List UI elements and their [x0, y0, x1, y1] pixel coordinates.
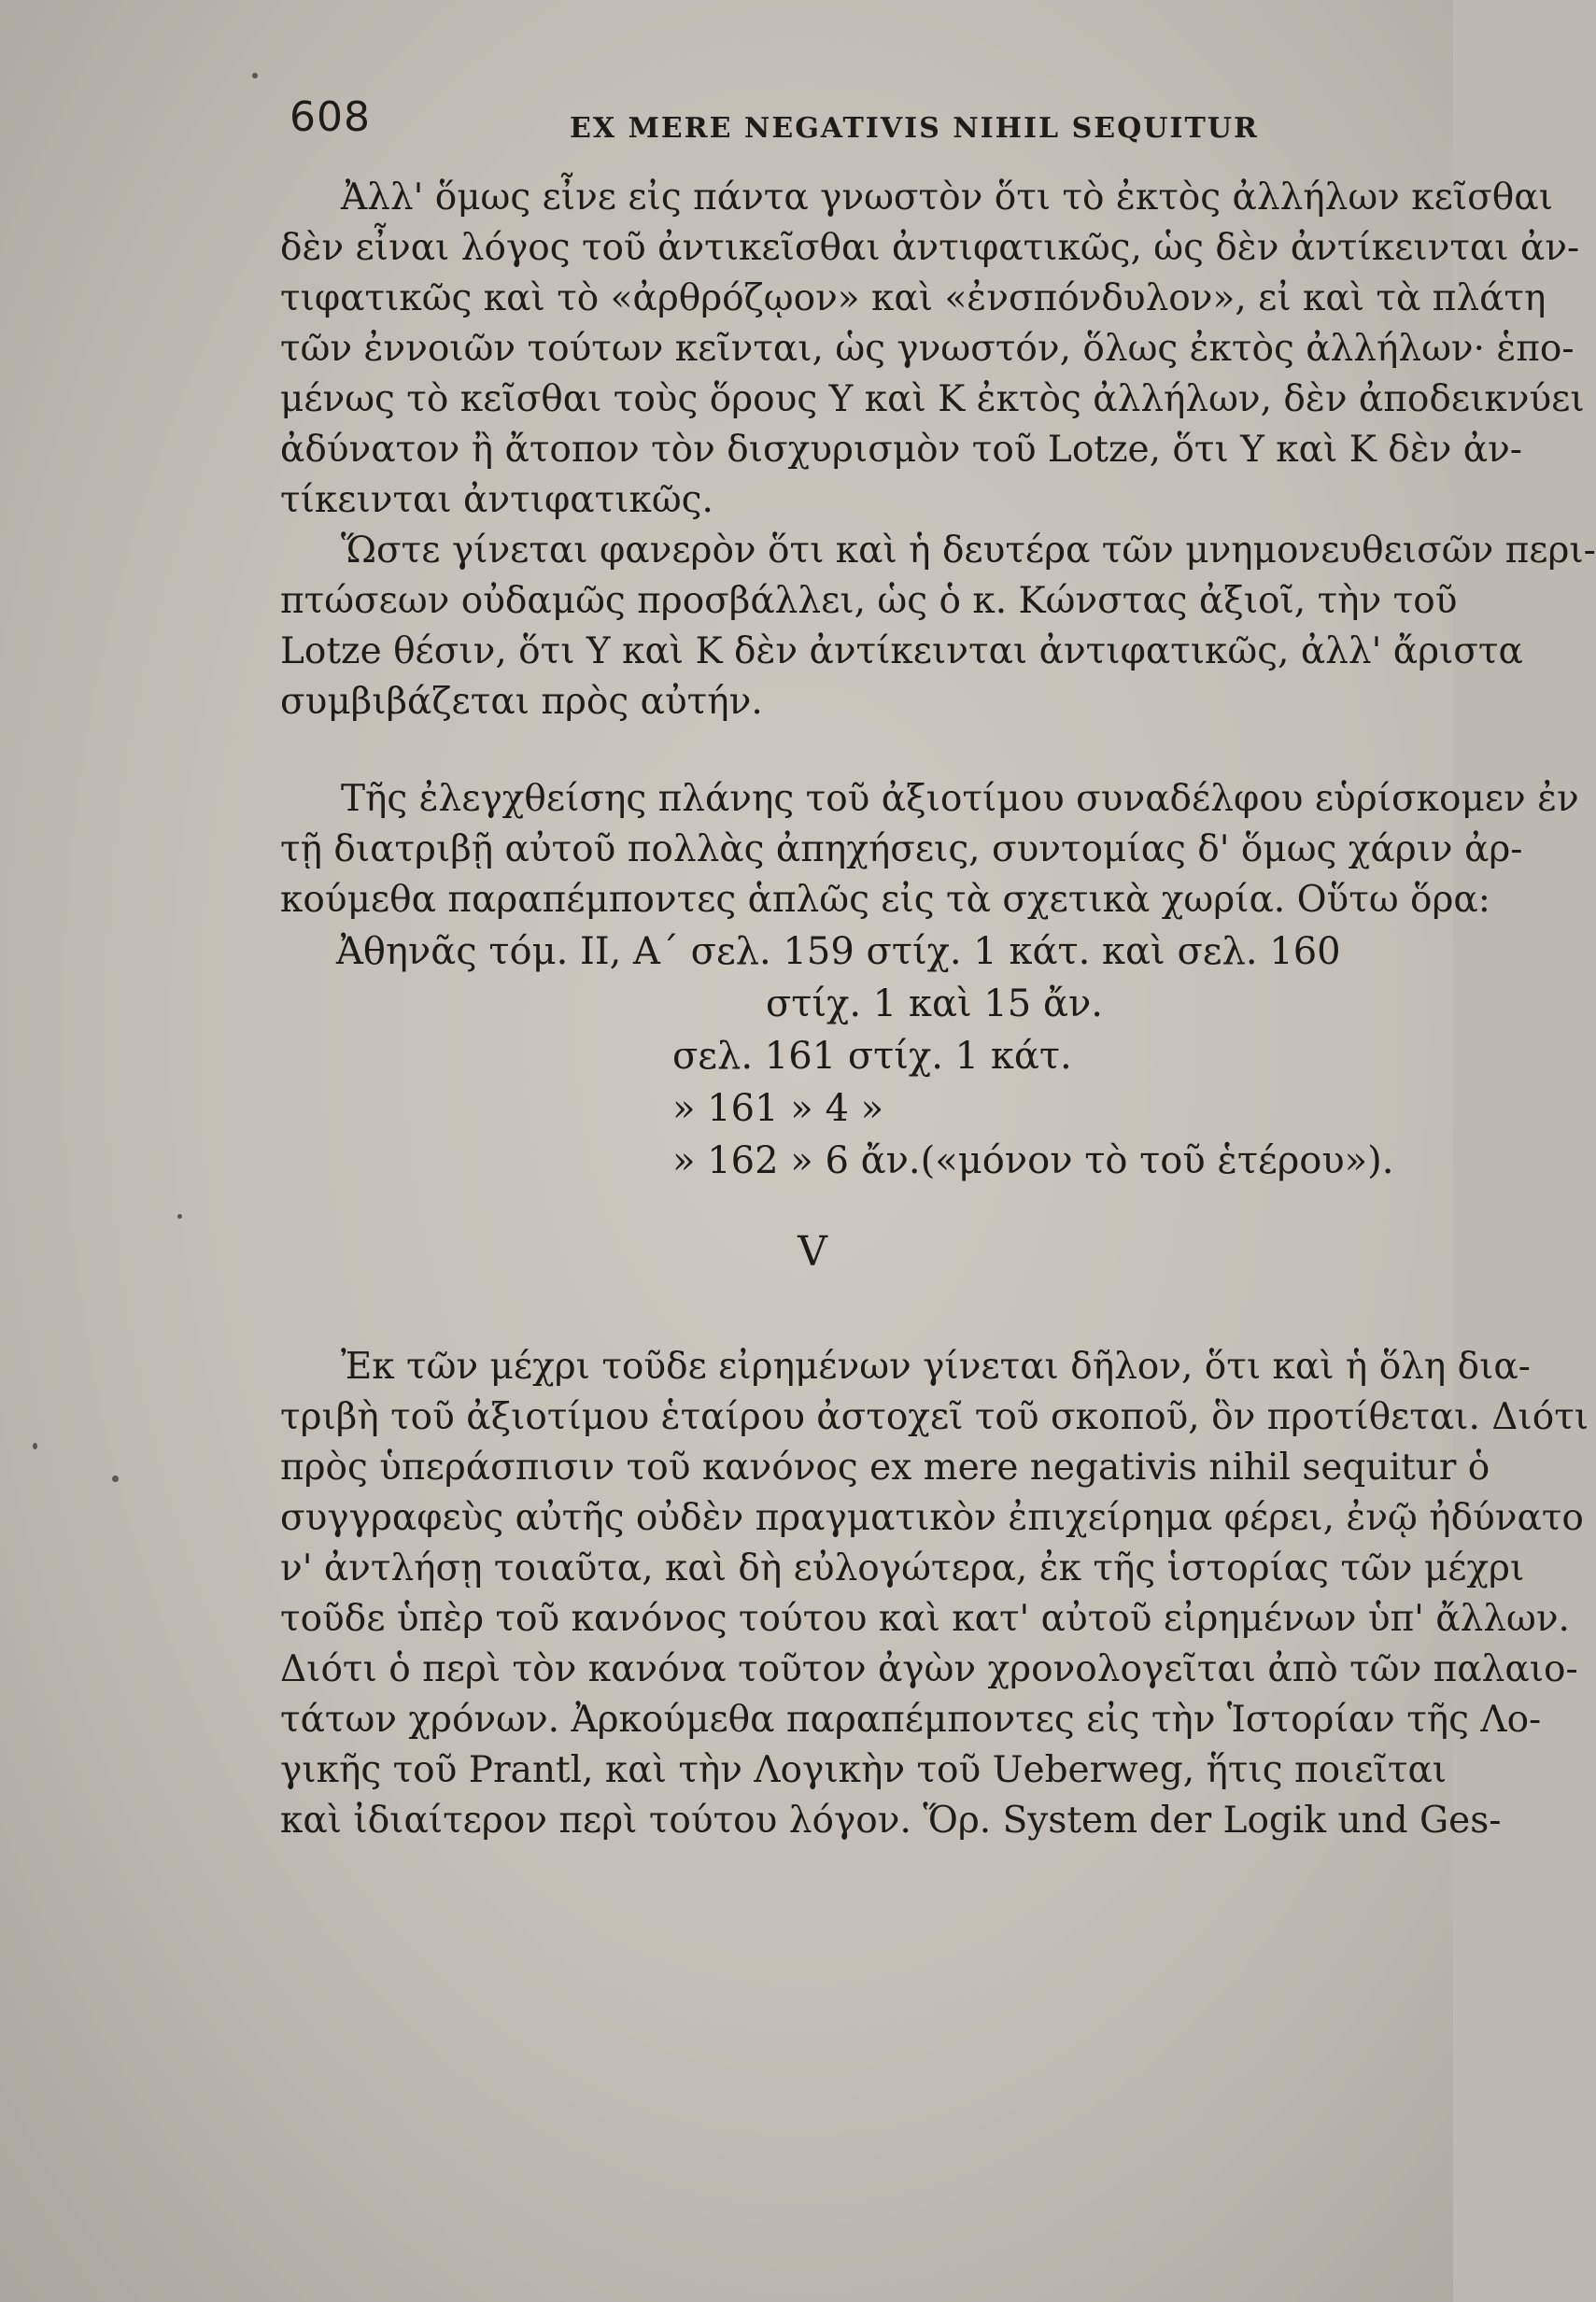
paragraph-1: [280, 173, 1585, 526]
text-line: τάτων χρόνων. Ἀρκούμεθα παραπέμποντες εἰς τὴν Ἱστορίαν τῆς Λο-: [280, 1699, 1542, 1741]
text-line: τιφατικῶς καὶ τὸ «ἀρθρόζῳον» καὶ «ἐνσπόνδυλον», εἰ καὶ τὰ πλάτη: [280, 277, 1547, 319]
text-line: καὶ ἰδιαίτερον περὶ τούτου λόγον. Ὅρ. System der Logik und Ges-: [280, 1800, 1502, 1842]
text-line: πρὸς ὑπεράσπισιν τοῦ κανόνος ex mere negativis nihil sequitur ὁ: [280, 1447, 1490, 1489]
running-title: EX MERE NEGATIVIS NIHIL SEQUITUR: [570, 112, 1259, 145]
text-line: τίκεινται ἀντιφατικῶς.: [280, 479, 713, 521]
text-line: γικῆς τοῦ Prantl, καὶ τὴν Λογικὴν τοῦ Ueberweg, ἥτις ποιεῖται: [280, 1749, 1448, 1791]
text-line: τῇ διατριβῇ αὐτοῦ πολλὰς ἀπηχήσεις, συντομίας δ' ὅμως χάριν ἀρ-: [280, 828, 1523, 870]
text-line: πτώσεων οὐδαμῶς προσβάλλει, ὡς ὁ κ. Κώνστας ἀξιοῖ, τὴν τοῦ: [280, 580, 1458, 622]
reference-line: Ἀθηνᾶς τόμ. II, Α΄ σελ. 159 στίχ. 1 κάτ. καὶ σελ. 160: [336, 930, 1341, 973]
text-line: Ἐκ τῶν μέχρι τοῦδε εἰρημένων γίνεται δῆλον, ὅτι καὶ ἡ ὅλη δια-: [341, 1346, 1531, 1388]
reference-line: σελ. 161 στίχ. 1 κάτ.: [672, 1035, 1072, 1078]
reference-line: στίχ. 1 καὶ 15 ἄν.: [766, 982, 1104, 1025]
text-line: ν' ἀντλήσῃ τοιαῦτα, καὶ δὴ εὐλογώτερα, ἐκ τῆς ἱστορίας τῶν μέχρι: [280, 1547, 1525, 1589]
text-line: συμβιβάζεται πρὸς αὐτήν.: [280, 681, 763, 723]
text-line: Διότι ὁ περὶ τὸν κανόνα τοῦτον ἀγὼν χρονολογεῖται ἀπὸ τῶν παλαιο-: [280, 1648, 1578, 1690]
ink-speck: [177, 1214, 182, 1219]
text-line: ἀδύνατον ἢ ἄτοπον τὸν δισχυρισμὸν τοῦ Lotze, ὅτι Υ καὶ Κ δὲν ἀν-: [280, 429, 1522, 471]
text-line: τοῦδε ὑπὲρ τοῦ κανόνος τούτου καὶ κατ' αὐτοῦ εἰρημένων ὑπ' ἄλλων.: [280, 1598, 1570, 1640]
text-line: τριβὴ τοῦ ἀξιοτίμου ἑταίρου ἀστοχεῖ τοῦ σκοποῦ, ὃν προτίθεται. Διότι: [280, 1396, 1589, 1438]
section-heading: V: [798, 1228, 827, 1276]
reference-line: » 162 » 6 ἄν.(«μόνον τὸ τοῦ ἑτέρου»).: [672, 1139, 1394, 1182]
text-line: κούμεθα παραπέμποντες ἁπλῶς εἰς τὰ σχετικὰ χωρία. Οὕτω ὅρα:: [280, 879, 1490, 921]
reference-list: [336, 925, 1401, 1187]
text-line: Ἀλλ' ὅμως εἶνε εἰς πάντα γνωστὸν ὅτι τὸ ἐκτὸς ἀλλήλων κεῖσθαι: [341, 177, 1553, 219]
text-line: Τῆς ἐλεγχθείσης πλάνης τοῦ ἀξιοτίμου συναδέλφου εὑρίσκομεν ἐν: [341, 778, 1579, 820]
text-line: μένως τὸ κεῖσθαι τοὺς ὅρους Υ καὶ Κ ἐκτὸς ἀλλήλων, δὲν ἀποδεικνύει: [280, 378, 1585, 420]
text-line: Ὥστε γίνεται φανερὸν ὅτι καὶ ἡ δευτέρα τῶν μνημονευθεισῶν περι-: [341, 530, 1596, 572]
text-line: συγγραφεὺς αὐτῆς οὐδὲν πραγματικὸν ἐπιχείρημα φέρει, ἐνῷ ἠδύνατο: [280, 1497, 1584, 1539]
text-line: δὲν εἶναι λόγος τοῦ ἀντικεῖσθαι ἀντιφατικῶς, ὡς δὲν ἀντίκεινται ἀν-: [280, 227, 1580, 269]
ink-speck: [252, 73, 258, 78]
reference-line: » 161 » 4 »: [672, 1087, 884, 1130]
ink-speck: [112, 1476, 119, 1482]
paragraph-4: [280, 1342, 1589, 1846]
paragraph-gap: [280, 727, 1401, 774]
page-body: [280, 173, 1596, 1846]
paragraph-2: [280, 526, 1596, 727]
page-header: [290, 93, 1391, 168]
text-line: τῶν ἐννοιῶν τούτων κεῖνται, ὡς γνωστόν, ὅλως ἐκτὸς ἀλλήλων· ἑπο-: [280, 328, 1575, 370]
text-line: Lotze θέσιν, ὅτι Υ καὶ Κ δὲν ἀντίκεινται ἀντιφατικῶς, ἀλλ' ἄριστα: [280, 630, 1523, 672]
page-number: 608: [290, 93, 371, 141]
ink-speck: [33, 1443, 37, 1449]
paragraph-3: [280, 774, 1579, 925]
